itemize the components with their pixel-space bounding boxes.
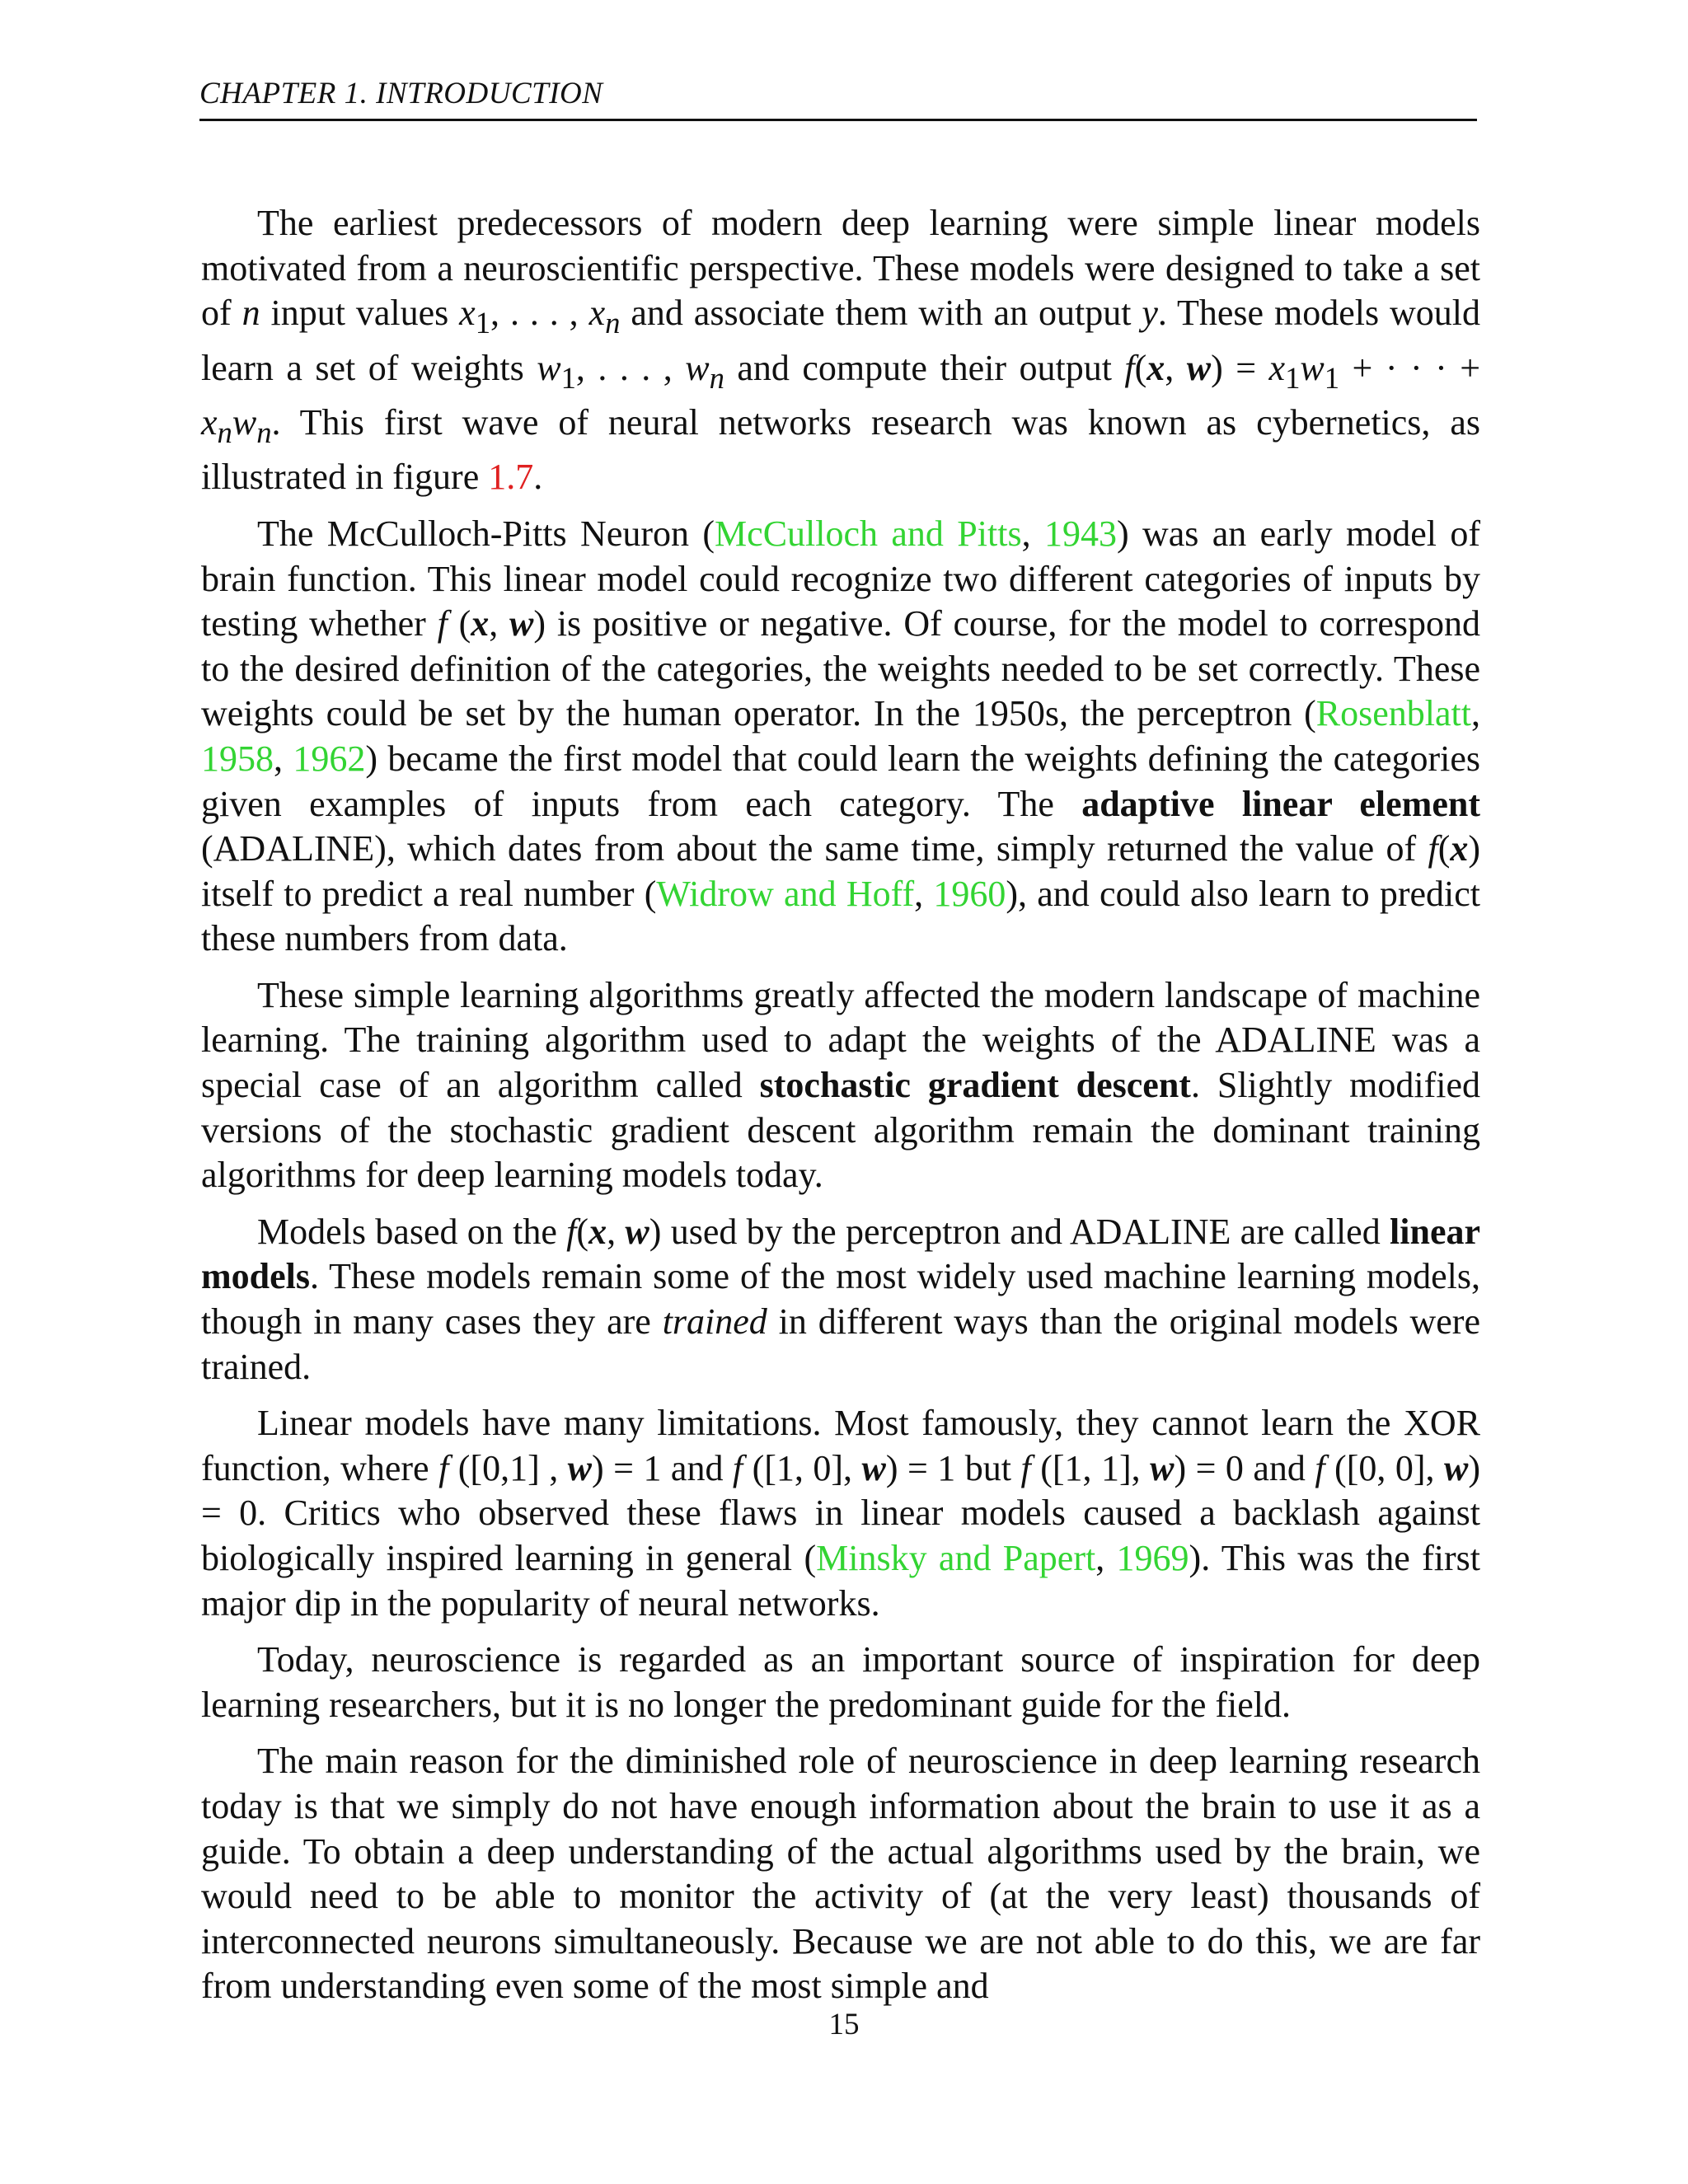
page-number: 15 xyxy=(828,2008,860,2041)
header-rule xyxy=(199,119,1477,121)
citation-year-link[interactable]: 1962 xyxy=(293,738,366,779)
paragraph-neuroscience-today: Today, neuroscience is regarded as an important source of inspiration for deep learning researchers, but it is no longer the predominant guide for the field. xyxy=(201,1639,1480,1725)
paragraph-diminished-role: The main reason for the diminished role of neuroscience in deep learning research today is that we simply do not have enough information about the brain to use it as a guide. To obtain a deep understanding of the actual algorithms used by the brain, we would need to be able to monitor the activity of (at the very least) thousands of interconnected neurons simultaneously. Because we are not able to do this, we are far from understanding even some of the most simple and xyxy=(201,1741,1480,2007)
body-text xyxy=(201,201,1480,2021)
key-term: adaptive linear element xyxy=(1081,783,1480,824)
paragraph-xor-limitations: Linear models have many limitations. Most famously, they cannot learn the XOR function, where f ([0,1] , w) = 1 and f ([1, 0], w) = 1 but f ([1, 1], w) = 0 and f ([0, 0], w) = 0. Critics who observed these flaws in linear models caused a backlash against biologically inspired learning in general (Minsky and Papert, 1969). This was the first major dip in the popularity of neural networks. xyxy=(201,1403,1481,1624)
paragraph-sgd: These simple learning algorithms greatly affected the modern landscape of machine learning. The training algorithm used to adapt the weights of the ADALINE was a special case of an algorithm called stochastic gradient descent. Slightly modified versions of the stochastic gradient descent algorithm remain the dominant training algorithms for deep learning models today. xyxy=(201,974,1480,1196)
citation-year-link[interactable]: 1969 xyxy=(1116,1538,1189,1579)
key-term: stochastic gradient descent xyxy=(759,1065,1191,1106)
citation-year-link[interactable]: 1958 xyxy=(201,738,274,779)
citation-link[interactable]: Minsky and Papert xyxy=(816,1538,1096,1579)
citation-link[interactable]: Widrow and Hoff xyxy=(656,873,915,914)
citation-link[interactable]: McCulloch and Pitts xyxy=(715,513,1022,554)
citation-year-link[interactable]: 1960 xyxy=(933,873,1006,914)
paragraph-mcculloch-pitts: The McCulloch-Pitts Neuron (McCulloch and Pitts, 1943) was an early model of brain function. This linear model could recognize two different categories of inputs by testing whether f (x, w) is positive or negative. Of course, for the model to correspond to the desired definition of the categories, the weights needed to be set correctly. These weights could be set by the human operator. In the 1950s, the perceptron (Rosenblatt, 1958, 1962) became the first model that could learn the weights defining the categories given examples of inputs from each category. The adaptive linear element (ADALINE), which dates from about the same time, simply returned the value of f(x) itself to predict a real number (Widrow and Hoff, 1960), and could also learn to predict these numbers from data. xyxy=(201,513,1481,959)
running-head: CHAPTER 1. INTRODUCTION xyxy=(199,77,603,110)
citation-link[interactable]: Rosenblatt xyxy=(1315,693,1471,734)
paragraph-linear-models-origin: The earliest predecessors of modern deep learning were simple linear models motivated from a neuroscientific perspective. These models were designed to take a set of n input values $x_1$, . . . , $x_n$ and associate them with an output y. These models would learn a set of weights $w_1$, . . . , $w_n$ and compute their output f(x, $w) = x_1w_1$ + · · · + $x_nw_n$. This first wave of neural networks research was known as cybernetics, as illustrated in figure 1.7. xyxy=(201,203,1481,498)
citation-year-link[interactable]: 1943 xyxy=(1043,513,1117,554)
key-term: linear models xyxy=(201,1211,1481,1297)
paragraph-linear-models: Models based on the f(x, w) used by the perceptron and ADALINE are called linear models. These models remain some of the most widely used machine learning models, though in many cases they are trained in different ways than the original models were trained. xyxy=(201,1211,1481,1387)
figure-ref-link[interactable]: 1.7 xyxy=(488,457,534,498)
